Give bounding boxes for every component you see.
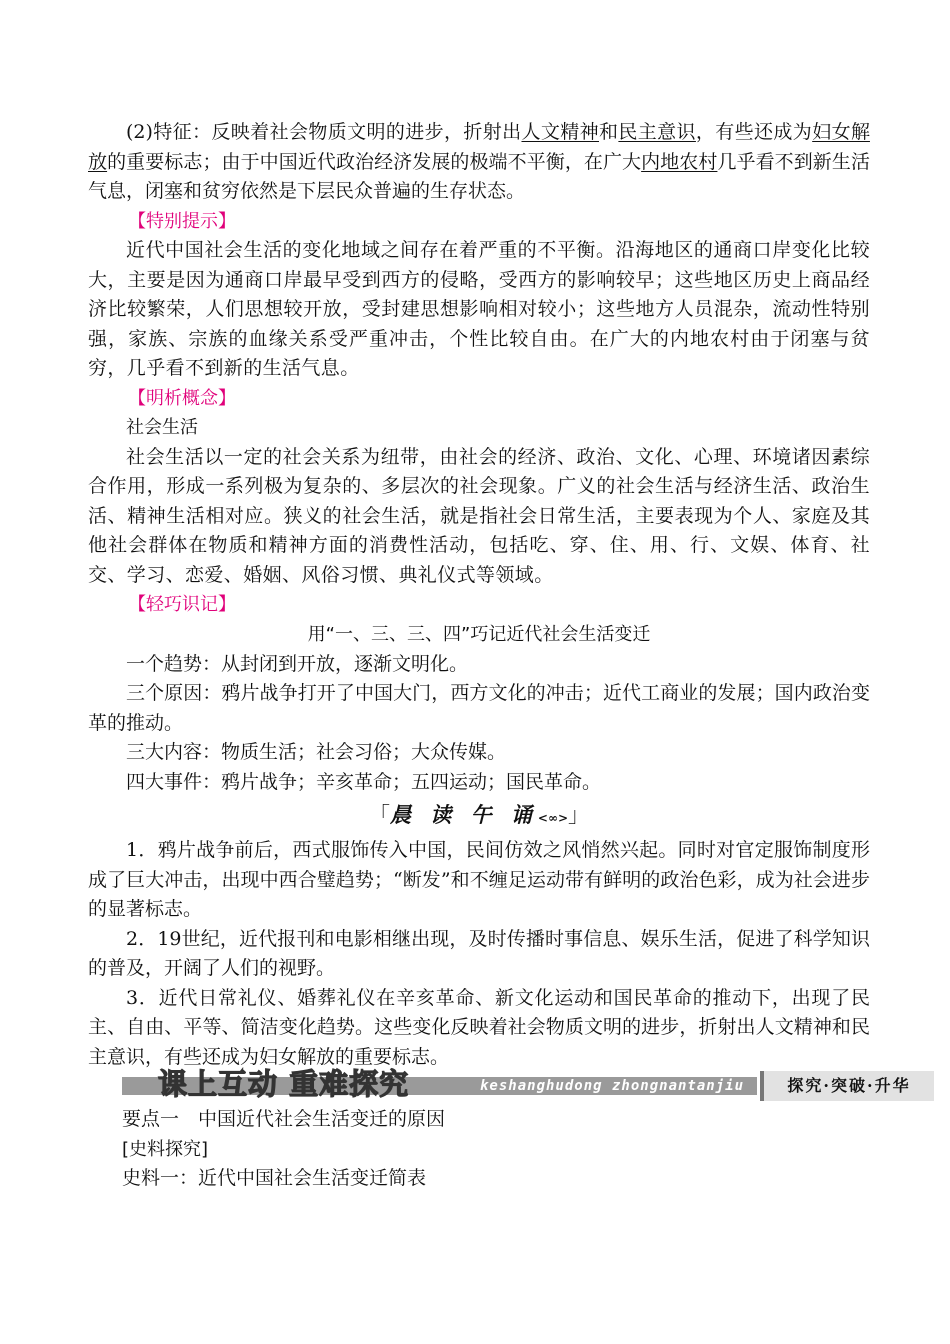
underlined-term: 内地农村 (641, 150, 718, 173)
banner-right-label: 探究·突破·升华 (760, 1071, 934, 1101)
feature-text: (2)特征：反映着社会物质文明的进步，折射出 (126, 121, 522, 143)
page-body (88, 118, 870, 1072)
morning-reading-heading (88, 800, 870, 833)
feature-text: 几乎看不到新生活气息，闭塞和贫穷依然是下层民众普遍的生存状态。 (88, 150, 870, 202)
memory-item: 三大内容：物质生活；社会习俗；大众传媒。 (126, 741, 507, 763)
memory-label: 【轻巧识记】 (128, 594, 236, 615)
memory-item: 三个原因：鸦片战争打开了中国大门，西方文化的冲击；近代工商业的发展；国内政治变革的推动。 (88, 682, 870, 734)
concept-text: 社会生活以一定的社会关系为纽带，由社会的经济、政治、文化、心理、环境诸因素综合作用，形成一系列极为复杂的、多层次的社会现象。广义的社会生活与经济生活、政治生活、精神生活相对应。狭义的社会生活，就是指社会日常生活，主要表现为个人、家庭及其他社会群体在物质和精神方面的消费性活动，包括吃、穿、住、用、行、文娱、体育、社交、学习、恋爱、婚姻、风俗习惯、典礼仪式等领域。 (88, 445, 870, 586)
memory-item: 四大事件：鸦片战争；辛亥革命；五四运动；国民革命。 (126, 770, 602, 793)
underlined-term: 民主意识 (618, 121, 696, 143)
special-tip-label: 【特别提示】 (128, 210, 236, 232)
underlined-term: 人文精神 (521, 121, 599, 143)
morning-reading-item: 2．19世纪，近代报刊和电影相继出现，及时传播时事信息、娱乐生活，促进了科学知识的普及，开阔了人们的视野。 (88, 927, 870, 979)
section-body (122, 1105, 882, 1194)
memory-item: 一个趋势：从封闭到开放，逐渐文明化。 (126, 652, 469, 675)
special-tip-text: 近代中国社会生活的变化地域之间存在着严重的不平衡。沿海地区的通商口岸变化比较大，主要是因为通商口岸最早受到西方的侵略，受西方的影响较早；这些地区历史上商品经济比较繁荣，人们思想较开放，受封建思想影响相对较小；这些地方人员混杂，流动性特别强，家族、宗族的血缘关系受严重冲击，个性比较自由。在广大的内地农村由于闭塞与贫穷，几乎看不到新的生活气息。 (88, 239, 870, 379)
morning-reading-item: 3．近代日常礼仪、婚葬礼仪在辛亥革命、新文化运动和国民革命的推动下，出现了民主、自由、平等、简洁变化趋势。这些变化反映着社会物质文明的进步，折射出人文精神和民主意识，有些还成为妇女解放的重要标志。 (88, 986, 870, 1068)
underlined-term: 妇女解放 (88, 121, 870, 173)
material-tag: [史料探究] (122, 1138, 209, 1160)
infinity-icon: <∞> (537, 811, 569, 825)
bracket-open: 「 (368, 803, 390, 827)
material-title: 史料一：近代中国社会生活变迁简表 (122, 1167, 427, 1189)
feature-text: ，有些还成为 (695, 121, 813, 143)
key-point-heading: 要点一 中国近代社会生活变迁的原因 (122, 1108, 446, 1130)
morning-reading-title: 晨 读 午 诵 (389, 802, 538, 827)
morning-reading-item: 1．鸦片战争前后，西式服饰传入中国，民间仿效之风悄然兴起。同时对官定服饰制度形成了巨大冲击，出现中西合璧趋势；“断发”和不缠足运动带有鲜明的政治色彩，成为社会进步的显著标志。 (88, 839, 870, 920)
section-banner (122, 1067, 934, 1101)
feature-paragraph (88, 118, 870, 207)
banner-title: 课上互动 重难探究 (158, 1067, 410, 1101)
bracket-close: 」 (568, 803, 590, 827)
concept-term: 社会生活 (126, 417, 198, 438)
concept-label: 【明析概念】 (128, 387, 236, 409)
memory-title: 用“一、三、三、四”巧记近代社会生活变迁 (307, 623, 651, 645)
feature-text: 的重要标志；由于中国近代政治经济发展的极端不平衡，在广大 (107, 150, 642, 173)
feature-text: 和 (599, 121, 619, 143)
banner-pinyin: keshanghudong zhongnantanjiu (480, 1078, 745, 1094)
